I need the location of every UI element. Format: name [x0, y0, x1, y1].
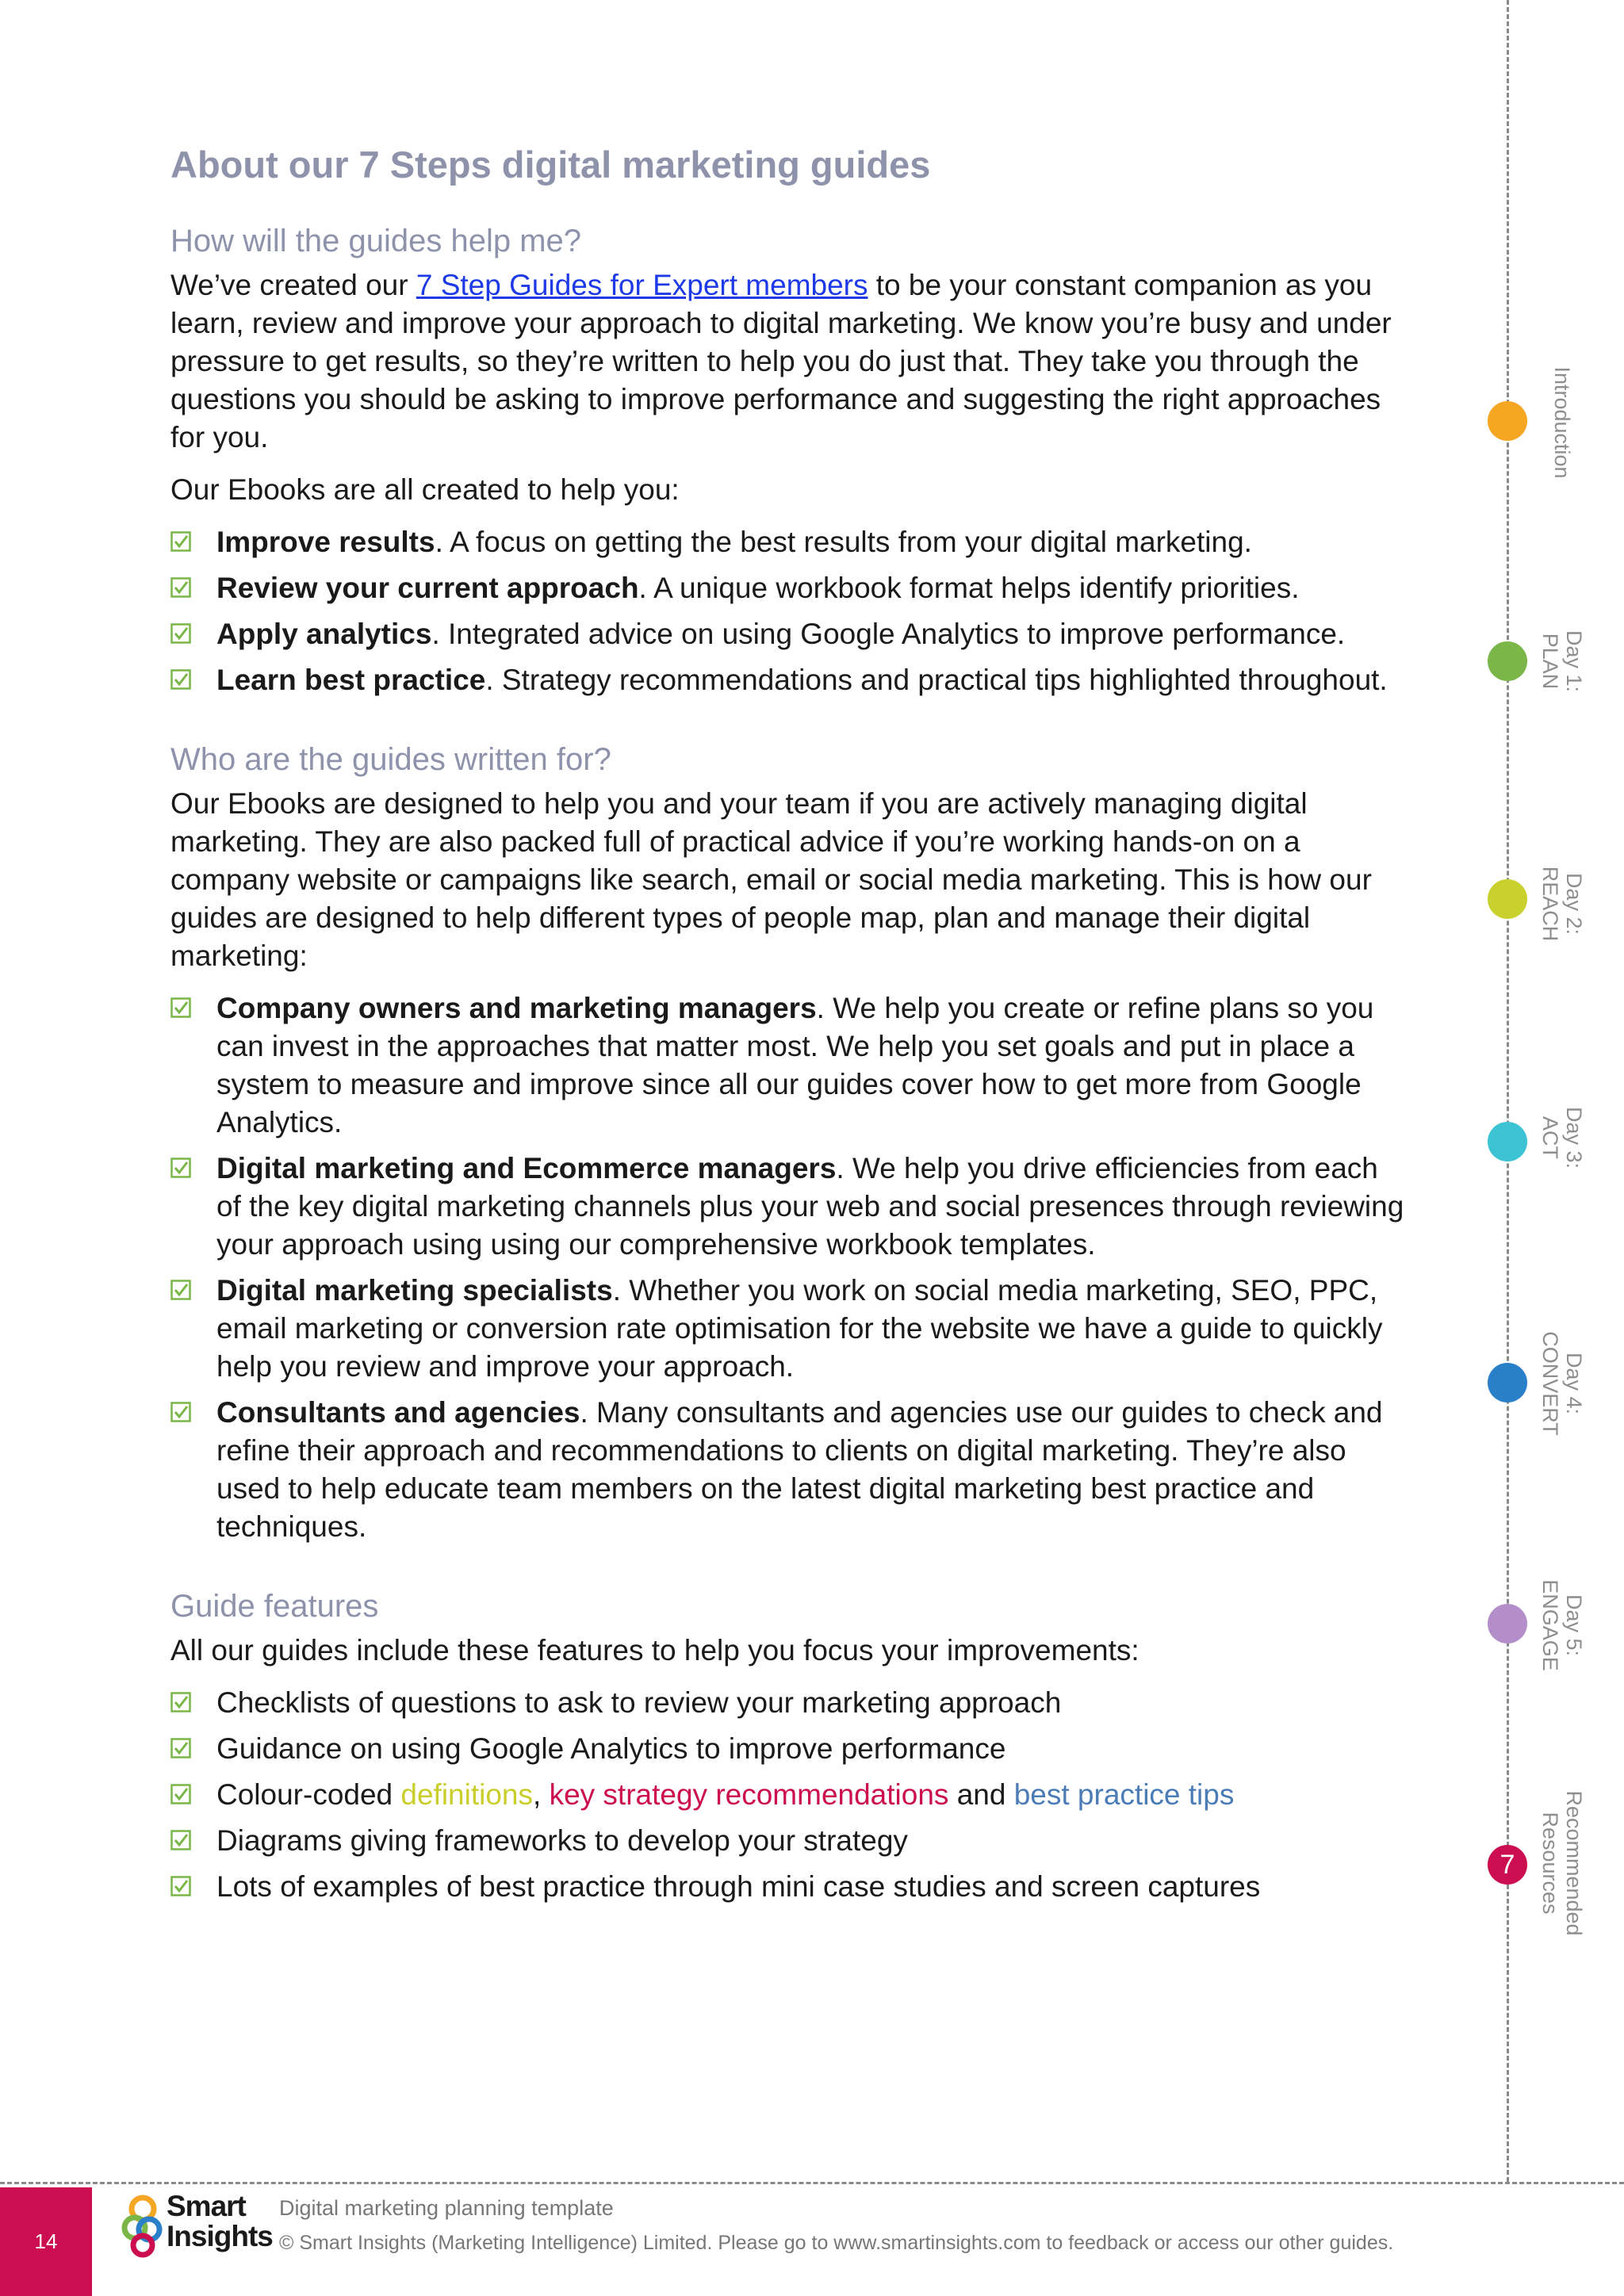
expert-guides-link[interactable]: 7 Step Guides for Expert members — [416, 269, 868, 302]
checkbox-checked-icon — [170, 1402, 191, 1422]
timeline-label-plan[interactable]: Day 1: PLAN — [1538, 629, 1586, 693]
page-content — [170, 143, 1408, 1914]
timeline-label-engage[interactable]: Day 5: ENGAGE — [1538, 1579, 1586, 1671]
checkbox-checked-icon — [170, 997, 191, 1018]
timeline-label-reach[interactable]: Day 2: REACH — [1538, 866, 1586, 942]
list-item: Improve results. A focus on getting the best results from your digital marketing. — [170, 523, 1408, 561]
checkbox-checked-icon — [170, 1280, 191, 1300]
list-item: Guidance on using Google Analytics to improve performance — [170, 1730, 1408, 1768]
checkbox-checked-icon — [170, 1830, 191, 1850]
list-item: Consultants and agencies. Many consultants and agencies use our guides to check and refine their approach and recommendations to clients on digital marketing. They’re also used to help educate team members on the latest digital marketing best practice and techniques. — [170, 1394, 1408, 1546]
features-paragraph: All our guides include these features to help you focus your improvements: — [170, 1634, 1139, 1667]
section-heading-audience: Who are the guides written for? — [170, 742, 611, 778]
timeline-dot-introduction[interactable] — [1488, 401, 1527, 441]
footer-title: Digital marketing planning template — [279, 2196, 614, 2220]
checkbox-checked-icon — [170, 669, 191, 690]
checkbox-checked-icon — [170, 1784, 191, 1804]
list-item: Company owners and marketing managers. We help you create or refine plans so you can invest in the approaches that matter most. We help you set goals and put in place a system to measure and improve since all our guides cover how to get more from Google Analytics. — [170, 989, 1408, 1142]
timeline-dot-reach[interactable] — [1488, 879, 1527, 919]
best-practice-text: best practice tips — [1013, 1778, 1235, 1812]
list-item: Checklists of questions to ask to review your marketing approach — [170, 1684, 1408, 1722]
list-item: Lots of examples of best practice through mini case studies and screen captures — [170, 1868, 1408, 1906]
list-item: Colour-coded definitions, key strategy recommendations and best practice tips — [170, 1776, 1408, 1814]
checkbox-checked-icon — [170, 1876, 191, 1896]
checkbox-checked-icon — [170, 577, 191, 598]
checkbox-checked-icon — [170, 1692, 191, 1712]
features-list — [170, 1684, 1408, 1906]
list-item: Digital marketing and Ecommerce managers. We help you drive efficiencies from each of the key digital marketing channels plus your web and social presences through reviewing your approach using using our comprehensive workbook templates. — [170, 1150, 1408, 1264]
benefits-list — [170, 523, 1408, 699]
definitions-text: definitions — [400, 1778, 534, 1812]
list-item: Diagrams giving frameworks to develop your strategy — [170, 1822, 1408, 1860]
timeline-dot-convert[interactable] — [1488, 1363, 1527, 1402]
section-heading-help: How will the guides help me? — [170, 224, 582, 259]
key-strategy-text: key strategy recommendations — [549, 1778, 949, 1812]
page-number: 14 — [0, 2187, 92, 2296]
logo-wordmark: Smart Insights — [167, 2190, 273, 2252]
timeline-label-introduction[interactable]: Introduction — [1550, 366, 1574, 479]
timeline-dot-act[interactable] — [1488, 1122, 1527, 1161]
footer-divider — [0, 2182, 1624, 2184]
section-heading-features: Guide features — [170, 1589, 379, 1624]
intro-paragraph: We’ve created our 7 Step Guides for Expert members to be your constant companion as you learn, review and improve your approach to digital marketing. We know you’re busy and under pressure to get results, so they’re written to help you do just that. They take you through the questions you should be asking to improve performance and suggesting the right approaches for you. — [170, 269, 1392, 454]
timeline-label-resources[interactable]: Recommended Resources — [1538, 1790, 1586, 1936]
timeline-label-convert[interactable]: Day 4: CONVERT — [1538, 1331, 1586, 1436]
lead-paragraph: Our Ebooks are all created to help you: — [170, 473, 680, 507]
timeline-dot-engage[interactable] — [1488, 1604, 1527, 1644]
checkbox-checked-icon — [170, 1158, 191, 1178]
audience-paragraph: Our Ebooks are designed to help you and your team if you are actively managing digital marketing. They are also packed full of practical advice if you’re working hands-on on a company website or campaigns like search, email or social media marketing. This is how our guides are designed to help different types of people map, plan and manage their digital marketing: — [170, 787, 1372, 973]
page-title: About our 7 Steps digital marketing guides — [170, 144, 931, 186]
timeline-label-act[interactable]: Day 3: ACT — [1538, 1106, 1586, 1169]
checkbox-checked-icon — [170, 1738, 191, 1758]
audience-list — [170, 989, 1408, 1546]
list-item: Learn best practice. Strategy recommendations and practical tips highlighted throughout. — [170, 661, 1408, 699]
list-item: Apply analytics. Integrated advice on using Google Analytics to improve performance. — [170, 615, 1408, 653]
checkbox-checked-icon — [170, 531, 191, 552]
timeline-dot-resources[interactable]: 7 — [1488, 1845, 1527, 1885]
list-item: Digital marketing specialists. Whether you work on social media marketing, SEO, PPC, email marketing or conversion rate optimisation for the website we have a guide to quickly help you review and improve your approach. — [170, 1272, 1408, 1386]
footer-copyright: © Smart Insights (Marketing Intelligence) Limited. Please go to www.smartinsights.com to feedback or access our other guides. — [279, 2232, 1394, 2254]
timeline-dot-plan[interactable] — [1488, 641, 1527, 681]
checkbox-checked-icon — [170, 623, 191, 644]
list-item: Review your current approach. A unique workbook format helps identify priorities. — [170, 569, 1408, 607]
